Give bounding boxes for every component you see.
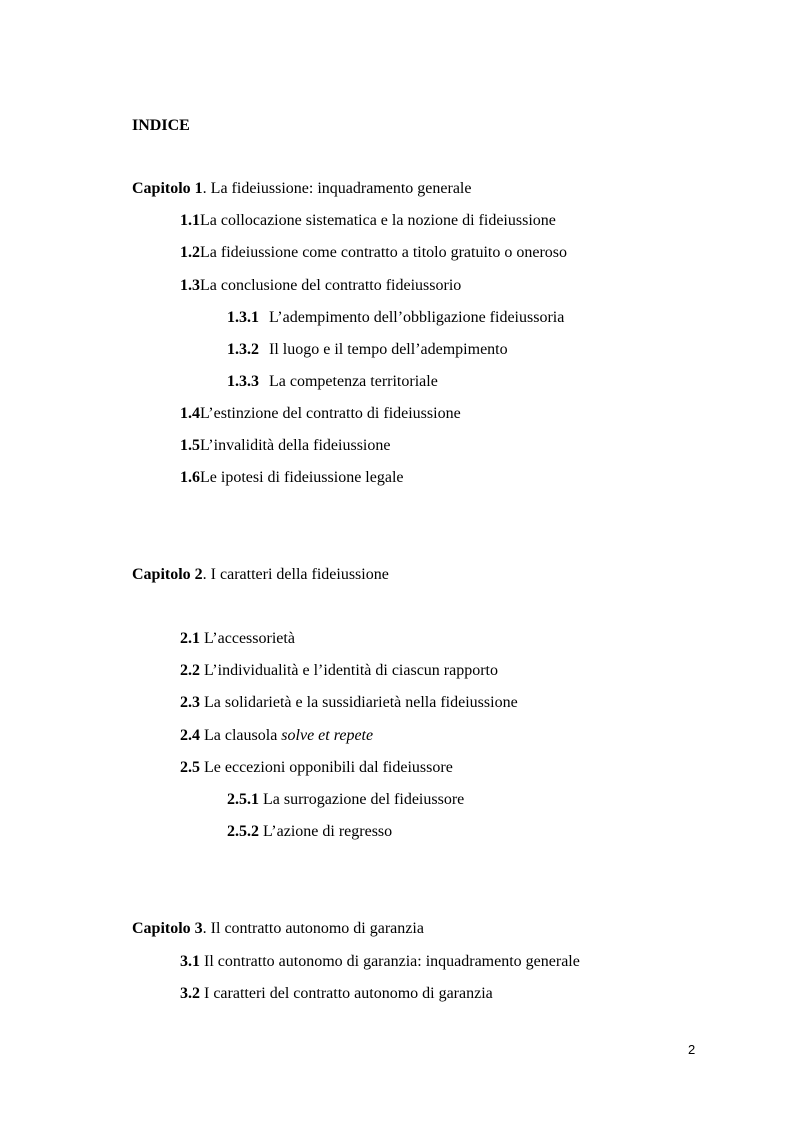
toc-entry-number: 1.5 (180, 437, 200, 454)
toc-entry-number: 3.1 (180, 953, 200, 970)
toc-entry-text: La solidarietà e la sussidiarietà nella fideiussione (200, 694, 518, 711)
toc-entry-text: L’estinzione del contratto di fideiussione (200, 405, 461, 422)
toc-entry (180, 758, 453, 778)
chapter-label: Capitolo 1 (132, 180, 203, 197)
toc-entry-number: 1.4 (180, 405, 200, 422)
toc-subentry (227, 790, 464, 810)
toc-entry (180, 243, 567, 263)
toc-entry-number: 2.1 (180, 630, 200, 647)
toc-entry-text: La conclusione del contratto fideiussorio (200, 277, 462, 294)
toc-entry (180, 984, 493, 1004)
chapter-heading-3 (132, 919, 424, 939)
toc-entry-number: 1.2 (180, 244, 200, 261)
toc-subentry (227, 822, 392, 842)
toc-entry-text: La surrogazione del fideiussore (259, 791, 465, 808)
toc-entry-text: Il luogo e il tempo dell’adempimento (269, 341, 508, 358)
chapter-heading-1 (132, 179, 471, 199)
toc-entry (180, 404, 461, 424)
toc-entry-text: Il contratto autonomo di garanzia: inquadramento generale (200, 953, 580, 970)
toc-entry-number: 1.6 (180, 469, 200, 486)
toc-entry-text: L’adempimento dell’obbligazione fideiussoria (269, 309, 565, 326)
toc-entry-number: 1.3.2 (227, 341, 259, 358)
page-number: 2 (688, 1042, 696, 1057)
toc-entry-text: La competenza territoriale (269, 373, 438, 390)
toc-entry-number: 2.2 (180, 662, 200, 679)
toc-entry-number: 2.5.2 (227, 823, 259, 840)
chapter-heading-2 (132, 565, 389, 585)
toc-entry-text: I caratteri del contratto autonomo di garanzia (200, 985, 493, 1002)
toc-entry-number: 2.4 (180, 727, 200, 744)
toc-entry-text: L’azione di regresso (259, 823, 393, 840)
index-title: INDICE (132, 117, 190, 134)
toc-entry-number: 1.1 (180, 212, 200, 229)
toc-entry (180, 693, 518, 713)
toc-entry (180, 276, 461, 296)
toc-entry-text: La collocazione sistematica e la nozione di fideiussione (200, 212, 556, 229)
toc-entry-number: 1.3.3 (227, 373, 259, 390)
toc-entry-number: 1.3.1 (227, 309, 259, 326)
toc-subentry (227, 372, 438, 392)
toc-entry-number: 2.5.1 (227, 791, 259, 808)
toc-entry (180, 436, 390, 456)
toc-entry-text: La fideiussione come contratto a titolo gratuito o oneroso (200, 244, 568, 261)
toc-entry (180, 468, 404, 488)
toc-entry-number: 2.5 (180, 759, 200, 776)
toc-entry (180, 726, 373, 746)
toc-entry (180, 211, 556, 231)
toc-entry (180, 629, 295, 649)
toc-entry (180, 661, 498, 681)
toc-entry-italic-text: solve et repete (281, 727, 374, 744)
toc-entry-text: Le ipotesi di fideiussione legale (200, 469, 404, 486)
toc-entry-text: L’accessorietà (200, 630, 295, 647)
toc-entry-text: L’individualità e l’identità di ciascun rapporto (200, 662, 498, 679)
toc-entry-number: 1.3 (180, 277, 200, 294)
toc-entry-text: L’invalidità della fideiussione (200, 437, 391, 454)
chapter-label: Capitolo 3 (132, 920, 203, 937)
toc-entry-number: 3.2 (180, 985, 200, 1002)
chapter-title: . Il contratto autonomo di garanzia (202, 920, 424, 937)
chapter-title: . La fideiussione: inquadramento generale (202, 180, 472, 197)
chapter-title: . I caratteri della fideiussione (202, 566, 389, 583)
toc-subentry (227, 340, 508, 360)
chapter-label: Capitolo 2 (132, 566, 203, 583)
toc-entry-text: La clausola (200, 727, 282, 744)
toc-entry (180, 952, 580, 972)
toc-entry-text: Le eccezioni opponibili dal fideiussore (200, 759, 453, 776)
toc-entry-number: 2.3 (180, 694, 200, 711)
toc-subentry (227, 308, 564, 328)
